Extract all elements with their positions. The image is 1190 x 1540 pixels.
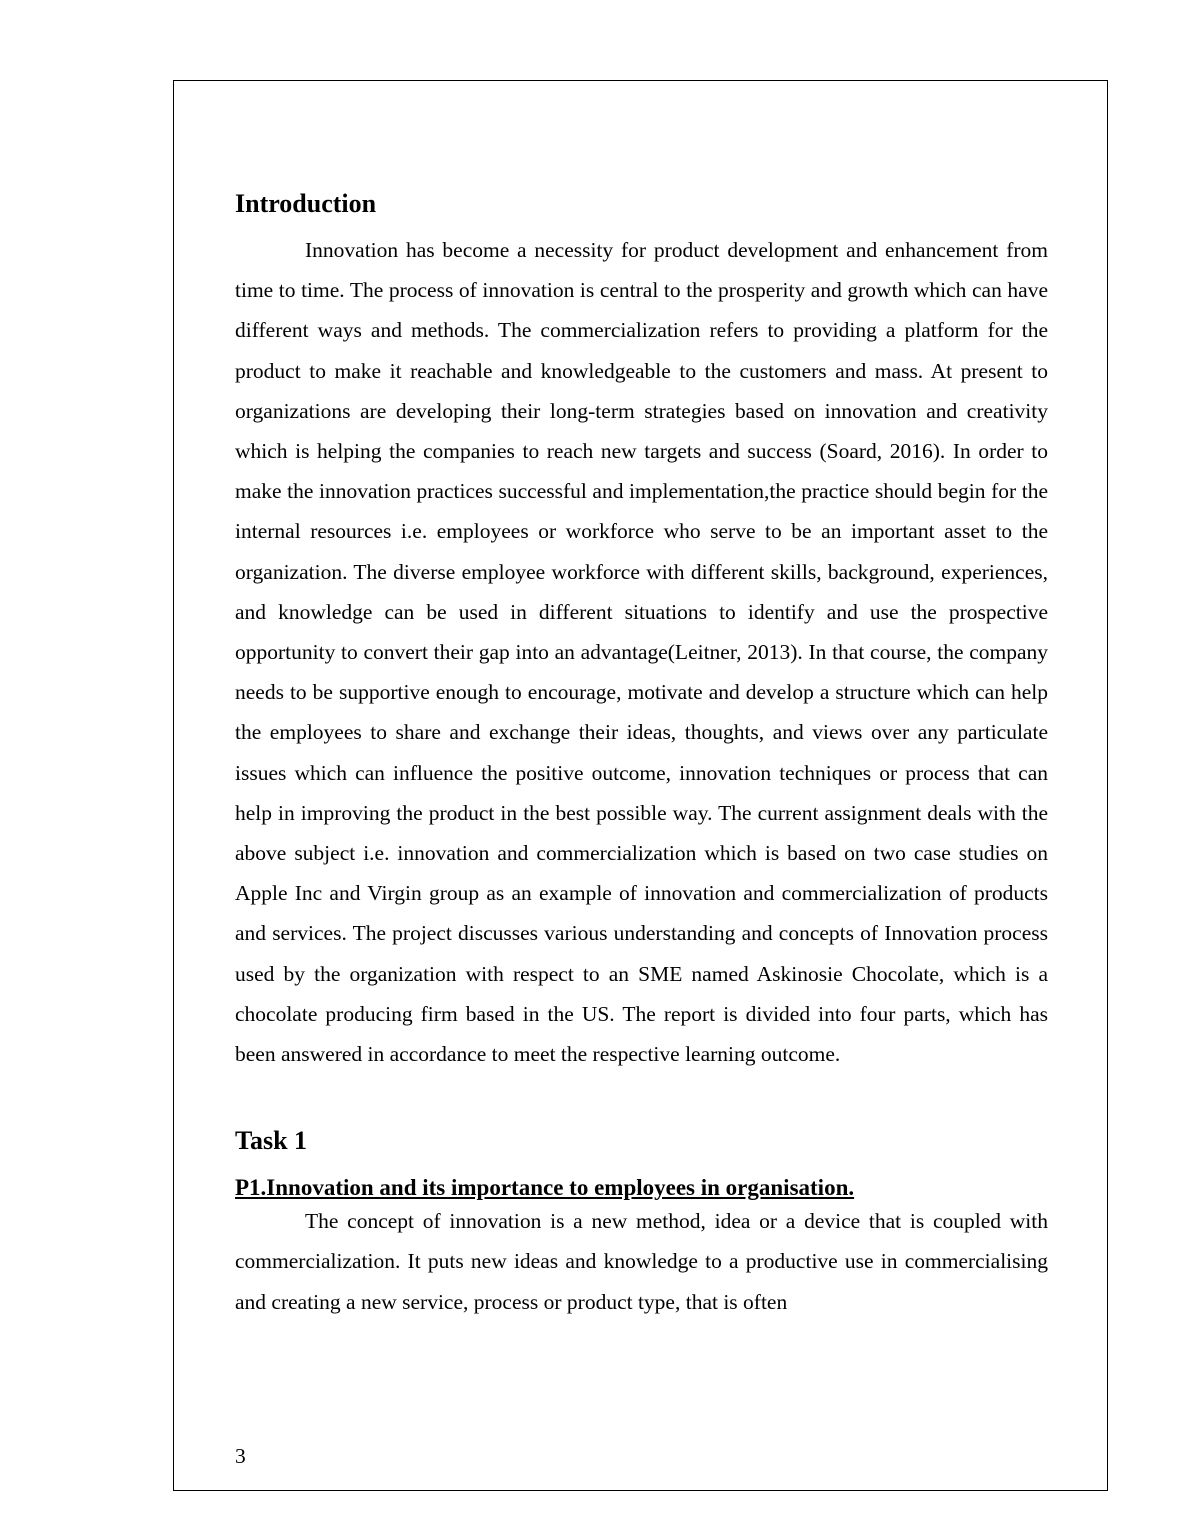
task-subheading: P1.Innovation and its importance to employees in organisation. [235,1175,855,1201]
introduction-paragraph: Innovation has become a necessity for product development and enhancement from time to time. The process of innovation is central to the prosperity and growth which can have different ways and methods. The commercialization refers to providing a platform for the product to make it reachable and knowledgeable to the customers and mass. At present to organizations are developing their long-term strategies based on innovation and creativity which is helping the companies to reach new targets and success (Soard, 2016). In order to make the innovation practices successful and implementation,the practice should begin for the internal resources i.e. employees or workforce who serve to be an important asset to the organization. The diverse employee workforce with different skills, background, experiences, and knowledge can be used in different situations to identify and use the prospective opportunity to convert their gap into an advantage(Leitner, 2013). In that course, the company needs to be supportive enough to encourage, motivate and develop a structure which can help the employees to share and exchange their ideas, thoughts, and views over any particulate issues which can influence the positive outcome, innovation techniques or process that can help in improving the product in the best possible way. The current assignment deals with the above subject i.e. innovation and commercialization which is based on two case studies on Apple Inc and Virgin group as an example of innovation and commercialization of products and services. The project discusses various understanding and concepts of Innovation process used by the organization with respect to an SME named Askinosie Chocolate, which is a chocolate producing firm based in the US. The report is divided into four parts, which has been answered in accordance to meet the respective learning outcome. [235,238,1048,1067]
task-heading: Task 1 [235,1126,308,1156]
introduction-heading: Introduction [235,189,377,218]
page-number: 3 [235,1444,246,1468]
task-paragraph: The concept of innovation is a new method, idea or a device that is coupled with commercialization. It puts new ideas and knowledge to a productive use in commercialising and creating a new service, process or product type, that is often [235,1209,1048,1314]
document-body [235,186,1048,1322]
